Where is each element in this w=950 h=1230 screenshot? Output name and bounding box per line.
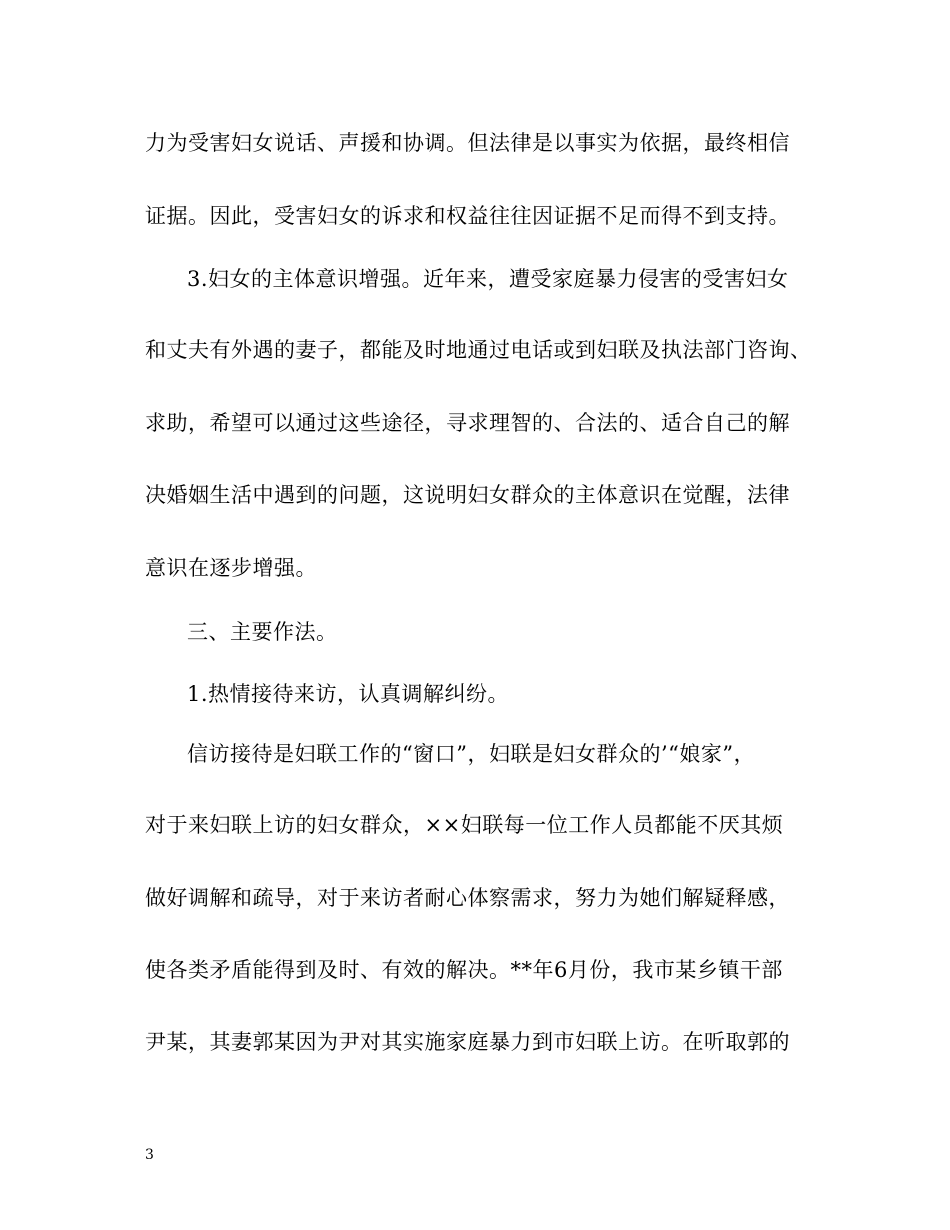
- paragraph-line: 求助，希望可以通过这些途径，寻求理智的、合法的、适合自己的解: [145, 411, 790, 435]
- paragraph-line: 决婚姻生活中遇到的问题，这说明妇女群众的主体意识在觉醒，法律: [145, 483, 790, 507]
- paragraph-line: 使各类矛盾能得到及时、有效的解决。**年6月份，我市某乡镇干部: [145, 958, 783, 982]
- paragraph-line: 意识在逐步增强。: [145, 556, 317, 580]
- paragraph-line: 信访接待是妇联工作的“窗口”，妇联是妇女群众的’“娘家”，: [187, 742, 756, 766]
- paragraph-line: 证据。因此，受害妇女的诉求和权益往往因证据不足而得不到支持。: [145, 204, 790, 228]
- paragraph-line: 力为受害妇女说话、声援和协调。但法律是以事实为依据，最终相信: [145, 131, 790, 155]
- page-number: 3: [145, 1147, 154, 1163]
- paragraph-line: 3.妇女的主体意识增强。近年来，遭受家庭暴力侵害的受害妇女: [187, 267, 789, 291]
- paragraph-line: 做好调解和疏导，对于来访者耐心体察需求，努力为她们解疑释感，: [145, 886, 790, 910]
- paragraph-line: 尹某，其妻郭某因为尹对其实施家庭暴力到市妇联上访。在听取郭的: [145, 1030, 790, 1054]
- subsection-heading: 1.热情接待来访，认真调解纠纷。: [187, 682, 510, 706]
- paragraph-line: 对于来妇联上访的妇女群众，××妇联每一位工作人员都能不厌其烦: [145, 813, 784, 837]
- paragraph-line: 和丈夫有外遇的妻子，都能及时地通过电话或到妇联及执法部门咨询、: [145, 338, 812, 362]
- section-heading: 三、主要作法。: [187, 620, 338, 644]
